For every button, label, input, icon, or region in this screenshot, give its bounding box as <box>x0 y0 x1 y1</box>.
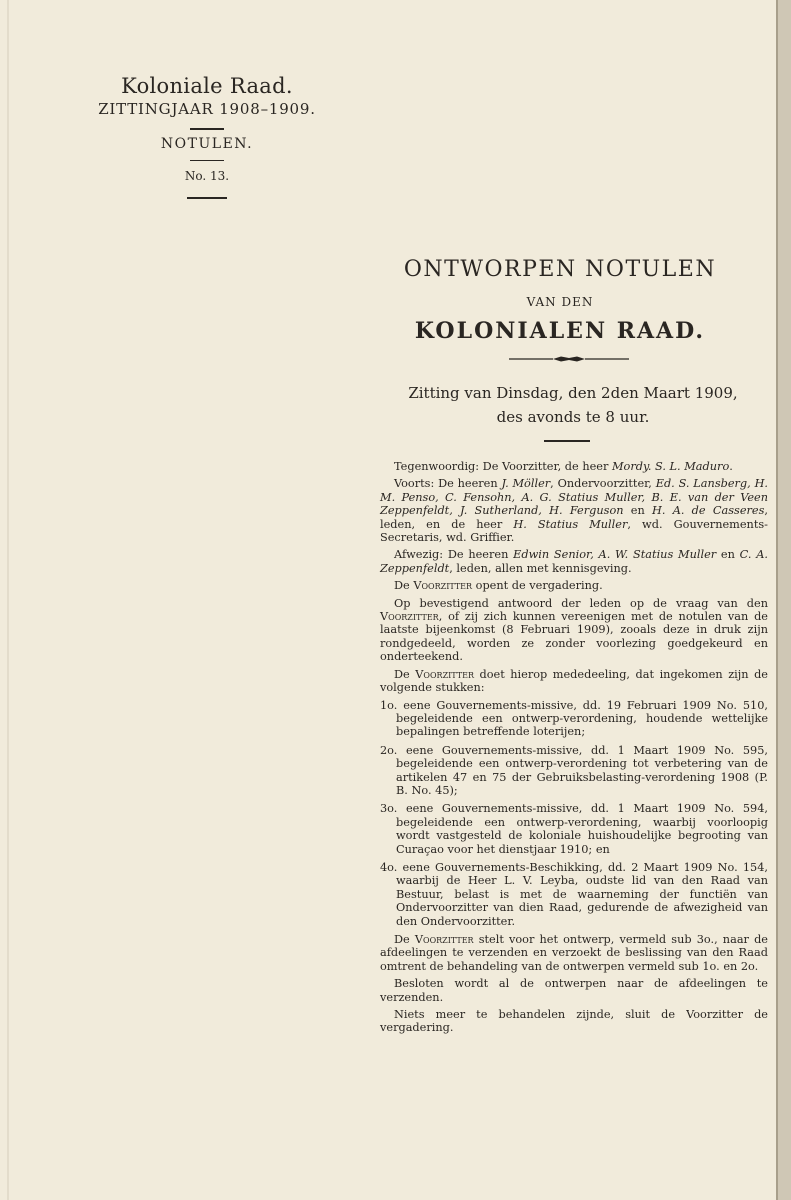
attendance-others: Voorts: De heeren J. Möller, Ondervoorzitter, Ed. S. Lansberg, H. M. Penso, C. Fensohn, A. G. Statius Muller, B. E. van der Veen Zeppenfeldt, J. Sutherland, H. Ferguson en H. A. de Casseres, leden, en de heer H. Statius Muller, wd. Gouvernements-Secretaris, wd. Griffier. <box>380 477 769 545</box>
page-edge <box>776 0 791 1200</box>
left-header <box>92 74 322 199</box>
divider <box>190 128 224 130</box>
notulen-label: NOTULEN. <box>160 136 254 152</box>
minutes-approval-paragraph: Op bevestigend antwoord der leden op de vraag van den Voorzitter, of zij zich kunnen vereenigen met de notulen van de laatste bijeenkomst (8 Februari 1909), zooals deze in druk zijn rondgedeeld, worden ze zonder voorlezing goedgekeurd en onderteekend. <box>380 596 768 664</box>
announcement-paragraph: De Voorzitter doet hierop mededeeling, dat ingekomen zijn de volgende stukken: <box>380 667 768 695</box>
page-fold <box>7 0 9 1200</box>
closing-paragraph: Niets meer te behandelen zijnde, sluit de Voorzitter de vergadering. <box>380 1008 768 1035</box>
council-name: KOLONIALEN RAAD. <box>414 318 706 344</box>
session-time: des avonds te 8 uur. <box>496 408 650 426</box>
opening-paragraph: De Voorzitter opent de vergadering. <box>394 579 603 593</box>
divider <box>544 440 590 442</box>
council-title: Koloniale Raad. <box>121 74 293 98</box>
attendance-absent: Afwezig: De heeren Edwin Senior, A. W. Statius Muller en C. A. Zeppenfeldt, leden, allen met kennisgeving. <box>380 548 768 575</box>
attendance-present: Tegenwoordig: De Voorzitter, de heer Mordy. S. L. Maduro. <box>394 460 733 473</box>
divider <box>187 197 227 199</box>
title-connector: VAN DEN <box>526 295 594 309</box>
session-date: Zitting van Dinsdag, den 2den Maart 1909, <box>408 384 738 402</box>
issue-number: No. 13. <box>184 169 230 183</box>
list-item: 2o. eene Gouvernements-missive, dd. 1 Maart 1909 No. 595, begeleidende een ontwerp-verordening tot verbetering van de artikelen 47 en 75 der Gebruiksbelasting-verordening 1908 (P. B. No. 45); <box>380 743 768 797</box>
list-item: 3o. eene Gouvernements-missive, dd. 1 Maart 1909 No. 594, begeleidende een ontwerp-verordening, waarbij voorloopig wordt vastgesteld de koloniale huishoudelijke begrooting van Curaçao voor het dienstjaar 1910; en <box>380 802 768 856</box>
divider <box>190 160 224 161</box>
session-year: ZITTINGJAAR 1908–1909. <box>98 100 316 118</box>
session-info <box>380 381 766 429</box>
minutes-body <box>380 460 768 1039</box>
list-item: 4o. eene Gouvernements-Beschikking, dd. 2 Maart 1909 No. 154, waarbij de Heer L. V. Leyba, oudste lid van den Raad van Bestuur, belast is met de waarneming der functiën van Ondervoorzitter van dien Raad, gedurende de afwezigheid van den Ondervoorzitter. <box>380 860 768 928</box>
document-title: ONTWORPEN NOTULEN <box>403 257 717 282</box>
ornament-divider-icon <box>509 354 629 364</box>
proposal-paragraph: De Voorzitter stelt voor het ontwerp, vermeld sub 3o., naar de afdeelingen te verzenden en verzoekt de beslissing van den Raad omtrent de behandeling van de ontwerpen vermeld sub 1o. en 2o. <box>380 933 768 973</box>
decision-paragraph: Besloten wordt al de ontwerpen naar de afdeelingen te verzenden. <box>380 977 768 1004</box>
list-item: 1o. eene Gouvernements-missive, dd. 19 Februari 1909 No. 510, begeleidende een ontwerp-verordening, houdende wettelijke bepalingen betreffende loterijen; <box>380 698 768 739</box>
